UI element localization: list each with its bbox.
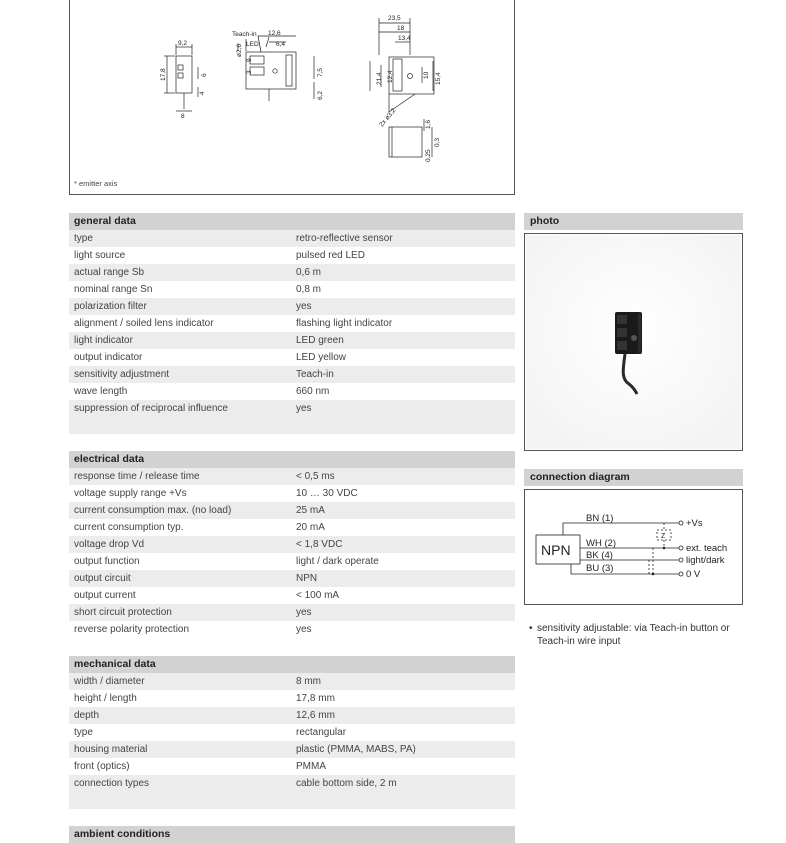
table-row: [69, 298, 515, 315]
row-value: 17,8 mm: [296, 693, 335, 704]
dim-23-5: 23,5: [388, 15, 401, 22]
row-value: plastic (PMMA, MABS, PA): [296, 744, 416, 755]
dim-10: 10: [423, 71, 430, 79]
dim-2x3-2: 2x ø3,2: [378, 107, 398, 129]
row-key: height / length: [74, 693, 137, 704]
terminal-0v-label: 0 V: [686, 569, 701, 580]
table-row: [69, 536, 515, 553]
row-key: depth: [74, 710, 100, 721]
wire-wh-label: WH (2): [586, 538, 617, 549]
table-row: [69, 400, 515, 417]
row-value: 12,6 mm: [296, 710, 335, 721]
row-value: 10 … 30 VDC: [296, 488, 358, 499]
sensitivity-note: [529, 622, 743, 648]
table-row: [69, 758, 515, 775]
row-key: type: [74, 727, 93, 738]
product-photo: [524, 233, 743, 451]
dim-2-6: ø2,6: [236, 43, 243, 57]
row-value: < 0,5 ms: [296, 471, 335, 482]
sensor-image: [525, 234, 742, 450]
ambient-conditions-section: [69, 826, 515, 843]
table-row: [69, 775, 515, 792]
table-row: [69, 247, 515, 264]
dim-led: LED: [246, 41, 259, 48]
row-key: current consumption typ.: [74, 522, 184, 533]
wire-bn-label: BN (1): [586, 513, 614, 524]
ambient-conditions-heading: ambient conditions: [69, 826, 515, 843]
dim-18: 18: [397, 25, 405, 32]
electrical-data-section: [69, 451, 515, 638]
row-value: < 1,8 VDC: [296, 539, 343, 550]
mechanical-data-table: [69, 673, 515, 809]
dim-21-4: 21,4: [376, 72, 383, 85]
row-key: output function: [74, 556, 140, 567]
row-key: output circuit: [74, 573, 131, 584]
dim-12-4: 12,4: [387, 70, 394, 83]
table-row: [69, 502, 515, 519]
row-value: retro-reflective sensor: [296, 233, 393, 244]
row-value: 8 mm: [296, 676, 321, 687]
row-key: actual range Sb: [74, 267, 145, 278]
dim-8: 8: [181, 113, 185, 120]
row-value: LED green: [296, 335, 344, 346]
table-row: [69, 468, 515, 485]
terminal-vs-label: +Vs: [686, 518, 703, 529]
row-value: yes: [296, 624, 312, 635]
row-value: 0,8 m: [296, 284, 322, 295]
dim-13-4: 13,4: [398, 35, 411, 42]
row-value: yes: [296, 301, 312, 312]
dim-6: 6: [201, 73, 208, 77]
row-key: wave length: [74, 386, 128, 397]
connection-diagram-section: [524, 469, 743, 486]
row-key: sensitivity adjustment: [74, 369, 170, 380]
wire-bu-label: BU (3): [586, 563, 614, 574]
general-data-section: [69, 213, 515, 434]
row-value: 660 nm: [296, 386, 330, 397]
table-row: [69, 570, 515, 587]
dim-17-8: 17,8: [160, 68, 167, 81]
table-row: [69, 673, 515, 690]
photo-section: [524, 213, 743, 230]
row-key: voltage drop Vd: [74, 539, 145, 550]
note-bullet: •: [529, 623, 533, 634]
electrical-data-heading: electrical data: [69, 451, 515, 468]
row-key: light source: [74, 250, 126, 261]
row-key: front (optics): [74, 761, 130, 772]
row-value: 20 mA: [296, 522, 325, 533]
dim-7-5: 7,5: [317, 67, 324, 77]
table-row: [69, 741, 515, 758]
row-value: 0,6 m: [296, 267, 322, 278]
general-data-table: [69, 230, 515, 434]
row-key: housing material: [74, 744, 148, 755]
row-value: pulsed red LED: [296, 250, 365, 261]
table-row: [69, 724, 515, 741]
table-row: [69, 315, 515, 332]
row-key: suppression of reciprocal influence: [74, 403, 228, 414]
connection-diagram: [524, 489, 743, 605]
dim-12-6: 12,6: [268, 30, 281, 37]
dimension-drawing-svg: [70, 0, 516, 195]
row-key: connection types: [74, 778, 150, 789]
row-value: yes: [296, 607, 312, 618]
table-row-empty: [69, 792, 515, 809]
mechanical-data-section: [69, 656, 515, 809]
mechanical-data-heading: mechanical data: [69, 656, 515, 673]
dim-0-3: 0,3: [434, 137, 441, 147]
table-row: [69, 349, 515, 366]
dim-15-4: 15,4: [435, 72, 442, 85]
row-key: output current: [74, 590, 136, 601]
wire-bk-label: BK (4): [586, 550, 613, 561]
dim-0-25: 0,25: [425, 149, 432, 162]
table-row: [69, 281, 515, 298]
row-key: voltage supply range +Vs: [74, 488, 187, 499]
electrical-data-table: [69, 468, 515, 638]
dim-4: 4: [199, 91, 206, 95]
row-key: nominal range Sn: [74, 284, 153, 295]
row-value: PMMA: [296, 761, 326, 772]
row-key: polarization filter: [74, 301, 147, 312]
npn-label: NPN: [541, 542, 571, 558]
z-label: Z: [661, 533, 666, 540]
dim-6-4: 6,4: [276, 41, 286, 48]
terminal-light-dark-label: light/dark: [686, 555, 725, 566]
row-value: < 100 mA: [296, 590, 340, 601]
row-key: reverse polarity protection: [74, 624, 190, 635]
dim-9: 9: [246, 58, 253, 62]
table-row-empty: [69, 417, 515, 434]
table-row: [69, 519, 515, 536]
table-row: [69, 690, 515, 707]
row-key: type: [74, 233, 93, 244]
row-value: yes: [296, 403, 312, 414]
table-row: [69, 366, 515, 383]
row-value: flashing light indicator: [296, 318, 393, 329]
row-key: output indicator: [74, 352, 143, 363]
dim-1-6: 1,6: [425, 119, 432, 129]
dim-3: 3: [246, 70, 253, 74]
connection-diagram-heading: connection diagram: [524, 469, 743, 486]
row-value: NPN: [296, 573, 318, 584]
table-row: [69, 264, 515, 281]
note-text: sensitivity adjustable: via Teach-in button or Teach-in wire input: [537, 623, 730, 647]
row-value: LED yellow: [296, 352, 347, 363]
row-key: width / diameter: [74, 676, 145, 687]
photo-heading: photo: [524, 213, 743, 230]
table-row: [69, 332, 515, 349]
terminal-ext-teach-label: ext. teach: [686, 543, 728, 554]
emitter-axis-note: * emitter axis: [74, 179, 118, 188]
row-key: alignment / soiled lens indicator: [74, 318, 214, 329]
table-row: [69, 485, 515, 502]
dimension-drawing: [69, 0, 515, 195]
row-key: response time / release time: [74, 471, 200, 482]
dim-6-2: 6,2: [317, 90, 324, 100]
row-key: current consumption max. (no load): [74, 505, 232, 516]
dim-9-2: 9,2: [178, 40, 188, 47]
wiring-diagram-svg: [525, 490, 742, 604]
table-row: [69, 230, 515, 247]
row-value: 25 mA: [296, 505, 325, 516]
table-row: [69, 621, 515, 638]
row-value: rectangular: [296, 727, 347, 738]
table-row: [69, 587, 515, 604]
row-value: cable bottom side, 2 m: [296, 778, 397, 789]
table-row: [69, 707, 515, 724]
row-value: light / dark operate: [296, 556, 379, 567]
table-row: [69, 383, 515, 400]
row-value: Teach-in: [296, 369, 334, 380]
table-row: [69, 553, 515, 570]
general-data-heading: general data: [69, 213, 515, 230]
row-key: light indicator: [74, 335, 133, 346]
table-row: [69, 604, 515, 621]
row-key: short circuit protection: [74, 607, 172, 618]
dim-teach-in: Teach-in: [232, 31, 257, 38]
